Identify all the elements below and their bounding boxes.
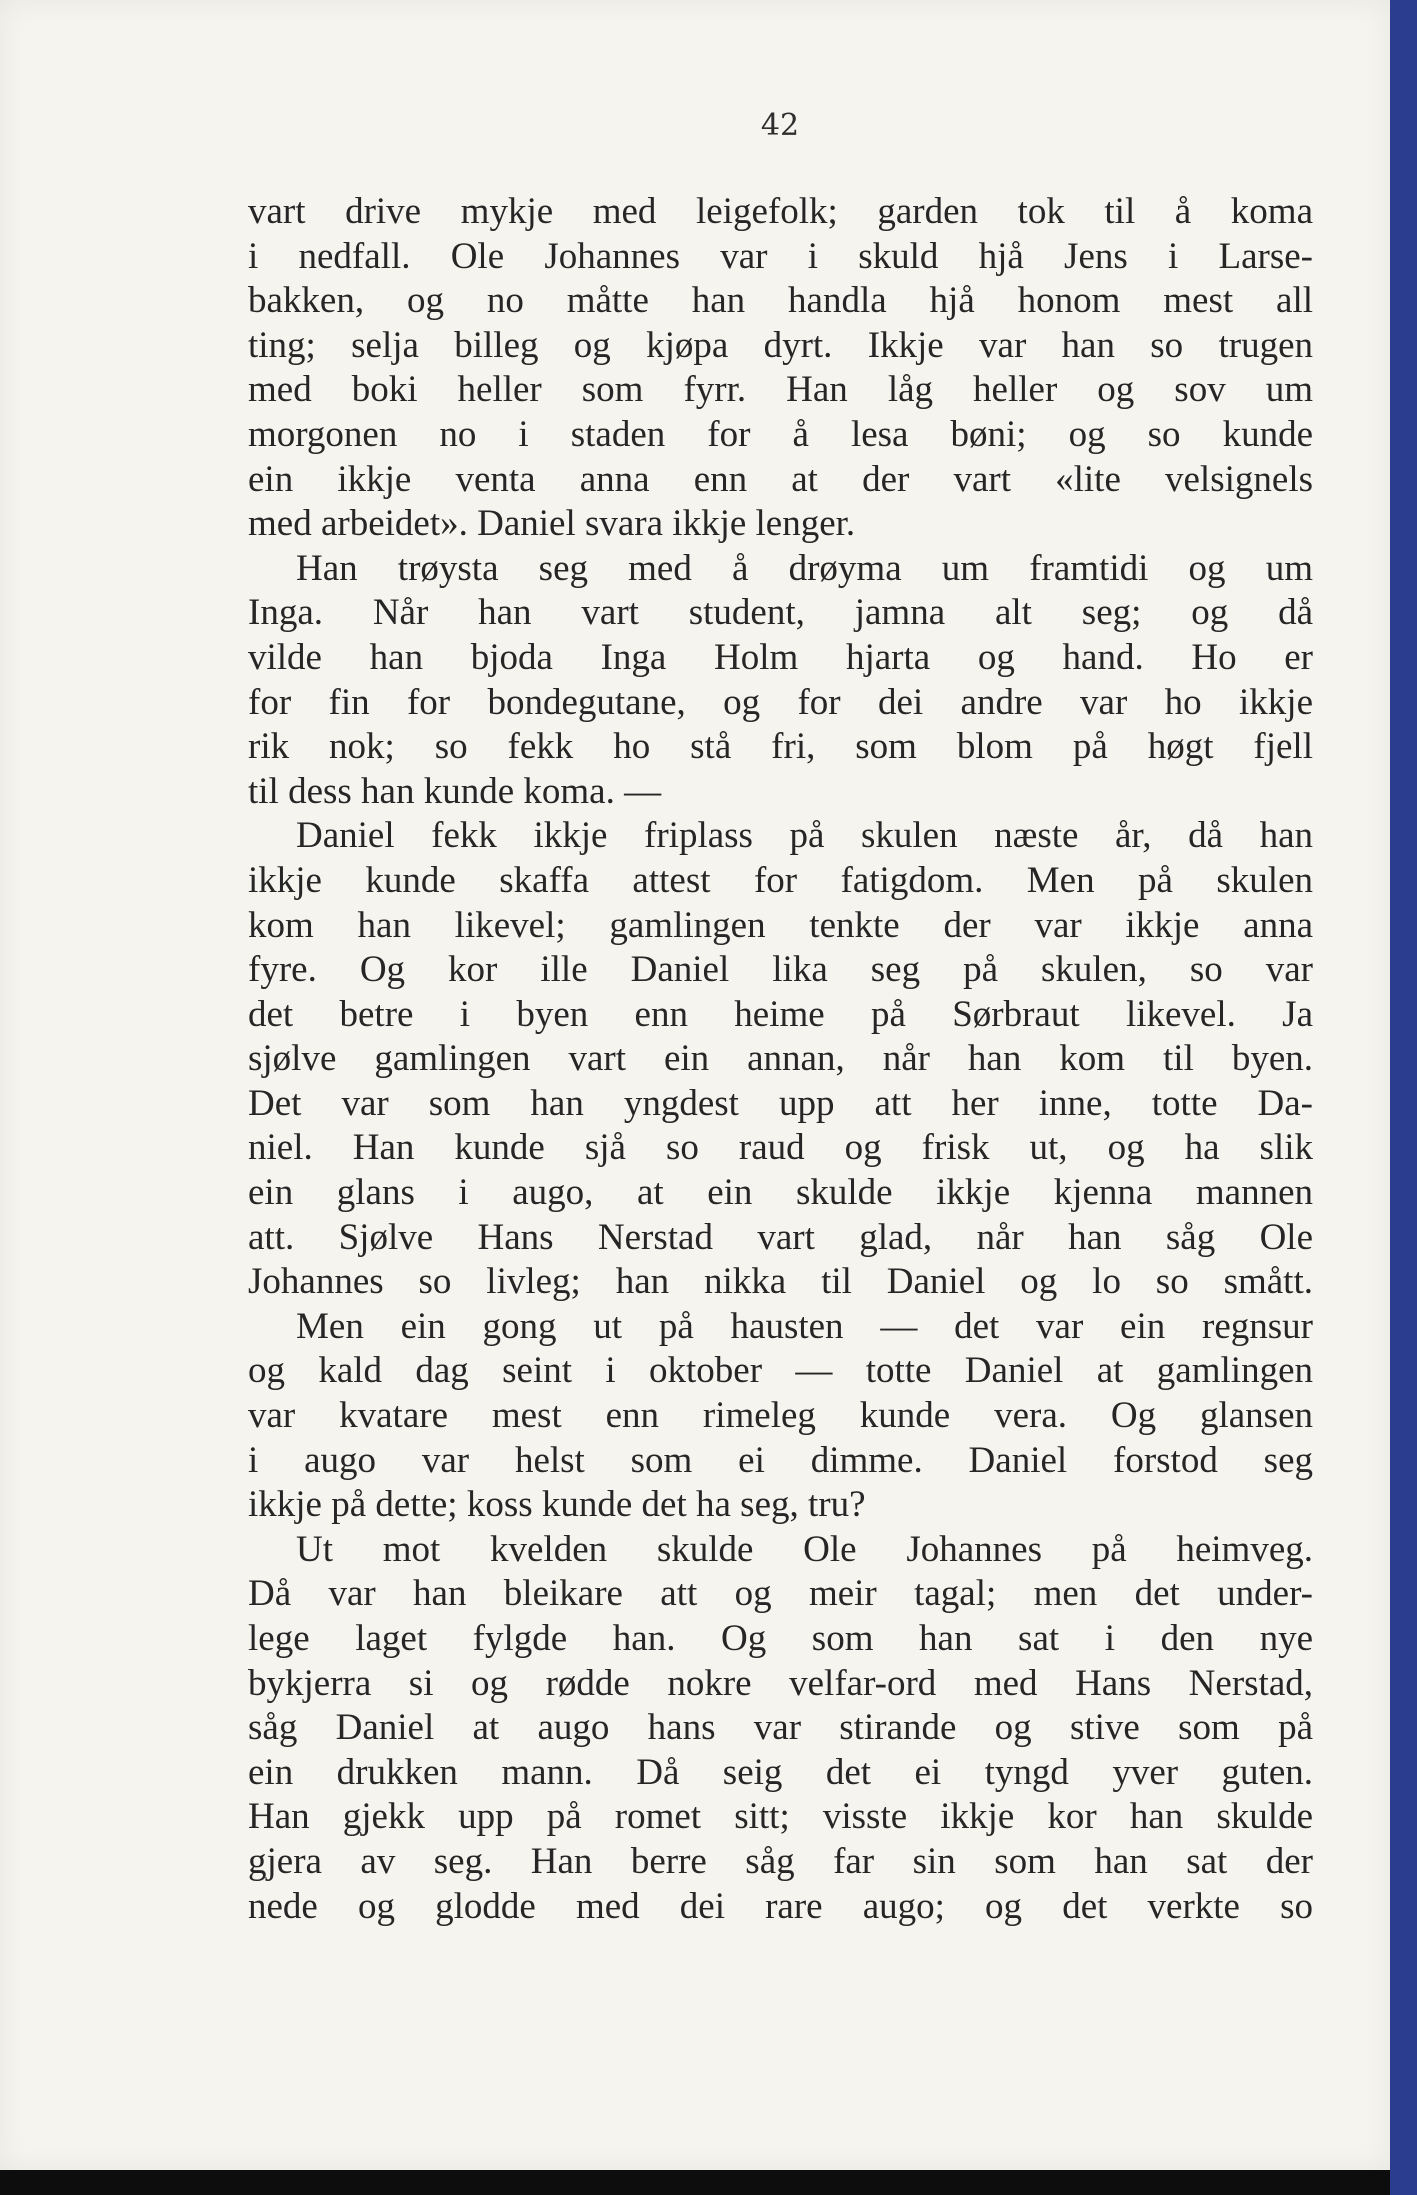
text-line: niel. Han kunde sjå so raud og frisk ut, og ha slik bbox=[248, 1127, 1313, 1169]
text-line: ikkje på dette; koss kunde det ha seg, tru? bbox=[248, 1484, 866, 1526]
text-line: ein glans i augo, at ein skulde ikkje kjenna mannen bbox=[248, 1172, 1313, 1214]
text-line: Han gjekk upp på romet sitt; visste ikkje kor han skulde bbox=[248, 1796, 1313, 1838]
text-line: lege laget fylgde han. Og som han sat i den nye bbox=[248, 1618, 1313, 1659]
text-line: Men ein gong ut på hausten — det var ein regnsur bbox=[296, 1305, 1313, 1347]
text-line: fyre. Og kor ille Daniel lika seg på skulen, so var bbox=[248, 949, 1313, 991]
text-line: i augo var helst som ei dimme. Daniel forstod seg bbox=[248, 1439, 1313, 1481]
text-line: ein ikkje venta anna enn at der vart «lite velsignels bbox=[248, 458, 1313, 500]
text-line: og kald dag seint i oktober — totte Daniel at gamlingen bbox=[248, 1350, 1313, 1392]
text-line: gjera av seg. Han berre såg far sin som han sat der bbox=[248, 1840, 1313, 1882]
body-text bbox=[248, 190, 1313, 1929]
text-line: Då var han bleikare att og meir tagal; men det under- bbox=[248, 1573, 1313, 1615]
text-line: ein drukken mann. Då seig det ei tyngd yver guten. bbox=[248, 1751, 1313, 1793]
text-line: bakken, og no måtte han handla hjå honom mest all bbox=[248, 280, 1313, 322]
text-line: bykjerra si og rødde nokre velfar-ord med Hans Nerstad, bbox=[248, 1662, 1313, 1704]
text-line: ikkje kunde skaffa attest for fatigdom. Men på skulen bbox=[248, 859, 1313, 901]
text-line: til dess han kunde koma. — bbox=[248, 770, 662, 812]
text-line: vart drive mykje med leigefolk; garden tok til å koma bbox=[248, 191, 1313, 232]
text-line: vilde han bjoda Inga Holm hjarta og hand. Ho er bbox=[248, 636, 1313, 678]
text-line: såg Daniel at augo hans var stirande og stive som på bbox=[248, 1707, 1313, 1749]
text-line: var kvatare mest enn rimeleg kunde vera. Og glansen bbox=[248, 1395, 1313, 1437]
scan-edge-bottom bbox=[0, 2170, 1390, 2195]
text-line: Han trøysta seg med å drøyma um framtidi og um bbox=[296, 547, 1313, 589]
text-line: rik nok; so fekk ho stå fri, som blom på høgt fjell bbox=[248, 726, 1313, 768]
text-line: for fin for bondegutane, og for dei andre var ho ikkje bbox=[248, 681, 1313, 723]
text-line: morgonen no i staden for å lesa bøni; og so kunde bbox=[248, 413, 1313, 455]
text-line: det betre i byen enn heime på Sørbraut likevel. Ja bbox=[248, 993, 1313, 1035]
text-line: Daniel fekk ikkje friplass på skulen næste år, då han bbox=[296, 815, 1313, 857]
text-line: med boki heller som fyrr. Han låg heller og sov um bbox=[248, 369, 1313, 411]
text-line: med arbeidet». Daniel svara ikkje lenger. bbox=[248, 503, 856, 545]
text-line: Johannes so livleg; han nikka til Daniel og lo so smått. bbox=[248, 1261, 1313, 1303]
scan-edge-right bbox=[1390, 0, 1417, 2195]
text-line: Inga. Når han vart student, jamna alt seg; og då bbox=[248, 592, 1313, 634]
text-line: nede og glodde med dei rare augo; og det verkte so bbox=[248, 1885, 1313, 1927]
text-line: Det var som han yngdest upp att her inne, totte Da- bbox=[248, 1082, 1313, 1124]
text-line: i nedfall. Ole Johannes var i skuld hjå Jens i Larse- bbox=[248, 235, 1313, 277]
text-line: sjølve gamlingen vart ein annan, når han kom til byen. bbox=[248, 1038, 1313, 1080]
text-line: kom han likevel; gamlingen tenkte der var ikkje anna bbox=[248, 904, 1313, 946]
text-line: att. Sjølve Hans Nerstad vart glad, når han såg Ole bbox=[248, 1216, 1313, 1258]
page-number: 42 bbox=[760, 108, 800, 143]
text-line: Ut mot kvelden skulde Ole Johannes på heimveg. bbox=[296, 1528, 1313, 1570]
text-line: ting; selja billeg og kjøpa dyrt. Ikkje var han so trugen bbox=[248, 324, 1313, 366]
